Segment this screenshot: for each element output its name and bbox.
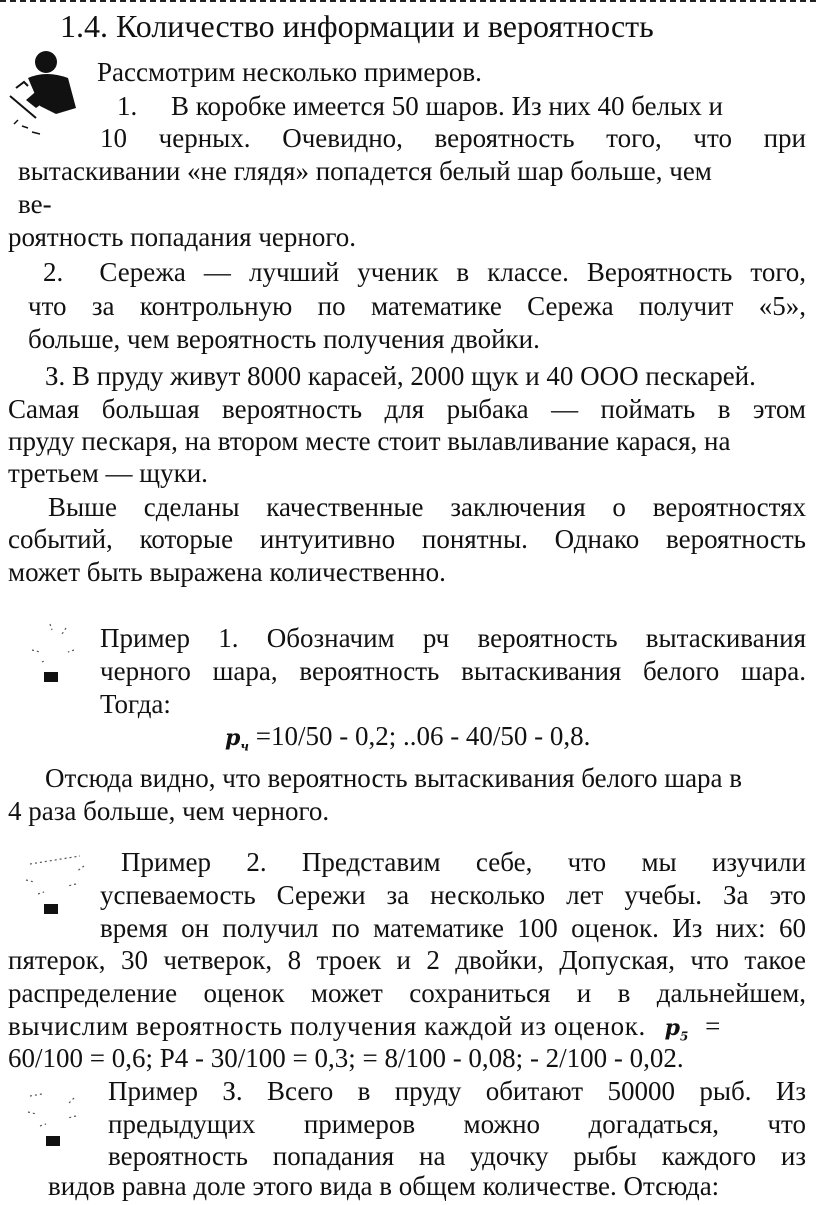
formula-variable: $p_ч$	[225, 725, 249, 754]
example3-line1: Пример З. Всего в пруду обитают 50000 рыб. Из	[108, 1076, 806, 1106]
summary-line1: Выше сделаны качественные заключения о вероятностях	[48, 492, 806, 522]
example2-line1: Пример 2. Представим себе, что мы изучили	[121, 847, 806, 877]
item1-line2: 10 черных. Очевидно, вероятность того, что при	[100, 123, 806, 153]
item1-line1: 1. В коробке имеется 50 шаров. Из них 40 белых и	[117, 91, 723, 121]
thinking-person-icon	[6, 48, 98, 140]
formula-expression: =10/50 - 0,2; ..06 - 40/50 - 0,8.	[255, 721, 591, 751]
example2-line6-text: вычислим вероятность получения каждой из оценок.	[8, 1011, 646, 1041]
item3-line1: З. В пруду живут 8000 карасей, 2000 щук и 40 ООО пескарей.	[45, 361, 756, 391]
example2-line2: успеваемость Сережи за несколько лет учебы. За это	[100, 880, 806, 910]
example2-line7: 60/100 = 0,6; Р4 - 30/100 = 0,3; = 8/100 - 0,08; - 2/100 - 0,02.	[8, 1043, 684, 1073]
lamp-icon	[22, 618, 92, 698]
item1-line3: вытаскивании «не глядя» попадется белый шар больше, чем	[18, 156, 712, 186]
top-rule	[0, 0, 816, 5]
summary-line2: событий, которые интуитивно понятны. Однако вероятность	[8, 524, 806, 554]
item2-line2: что за контрольную по математике Сережа получит «5»,	[28, 291, 806, 321]
item2-line3: больше, чем вероятность получения двойки.	[28, 324, 540, 354]
lamp-icon	[20, 848, 100, 928]
item3-line2: Самая большая вероятность для рыбака — поймать в этом	[8, 394, 806, 424]
page-title: 1.4. Количество информации и вероятность	[60, 8, 654, 44]
example3-line2: предыдущих примеров можно догадаться, что	[108, 1109, 806, 1139]
example2-equals: =	[705, 1011, 721, 1041]
example1-line1: Пример 1. Обозначим рч вероятность вытаскивания	[100, 623, 806, 653]
example3-line3: вероятность попадания на удочку рыбы каждого из	[108, 1141, 806, 1171]
example2-line5: распределение оценок может сохраниться и в дальнейшем,	[8, 978, 806, 1008]
item3-line3: пруду пескаря, на втором месте стоит вылавливание карася, на	[8, 426, 731, 456]
example1-conclusion2: 4 раза больше, чем черного.	[8, 796, 330, 826]
lamp-icon	[22, 1082, 102, 1162]
intro-text: Рассмотрим несколько примеров.	[97, 57, 482, 87]
item1-line4: ве-	[18, 189, 52, 219]
item3-line4: третьем — щуки.	[8, 458, 208, 488]
example1-formula	[225, 720, 590, 763]
example2-line4: пятерок, 30 четверок, 8 троек и 2 двойки, Допуская, что такое	[8, 945, 806, 975]
example3-line4: видов равна доле этого вида в общем количестве. Отсюда:	[48, 1171, 720, 1201]
summary-line3: может быть выражена количественно.	[8, 557, 446, 587]
example1-line3: Тогда:	[100, 689, 171, 719]
example2-variable: $p_5$	[664, 1015, 689, 1044]
item2-line1: 2. Сережа — лучший ученик в классе. Вероятность того,	[43, 257, 806, 287]
example1-line2: черного шара, вероятность вытаскивания белого шара.	[100, 656, 806, 686]
example1-conclusion1: Отсюда видно, что вероятность вытаскивания белого шара в	[45, 763, 743, 793]
item1-line5: роятность попадания черного.	[8, 222, 357, 252]
example2-line3: время он получил по математике 100 оценок. Из них: 60	[100, 913, 806, 943]
